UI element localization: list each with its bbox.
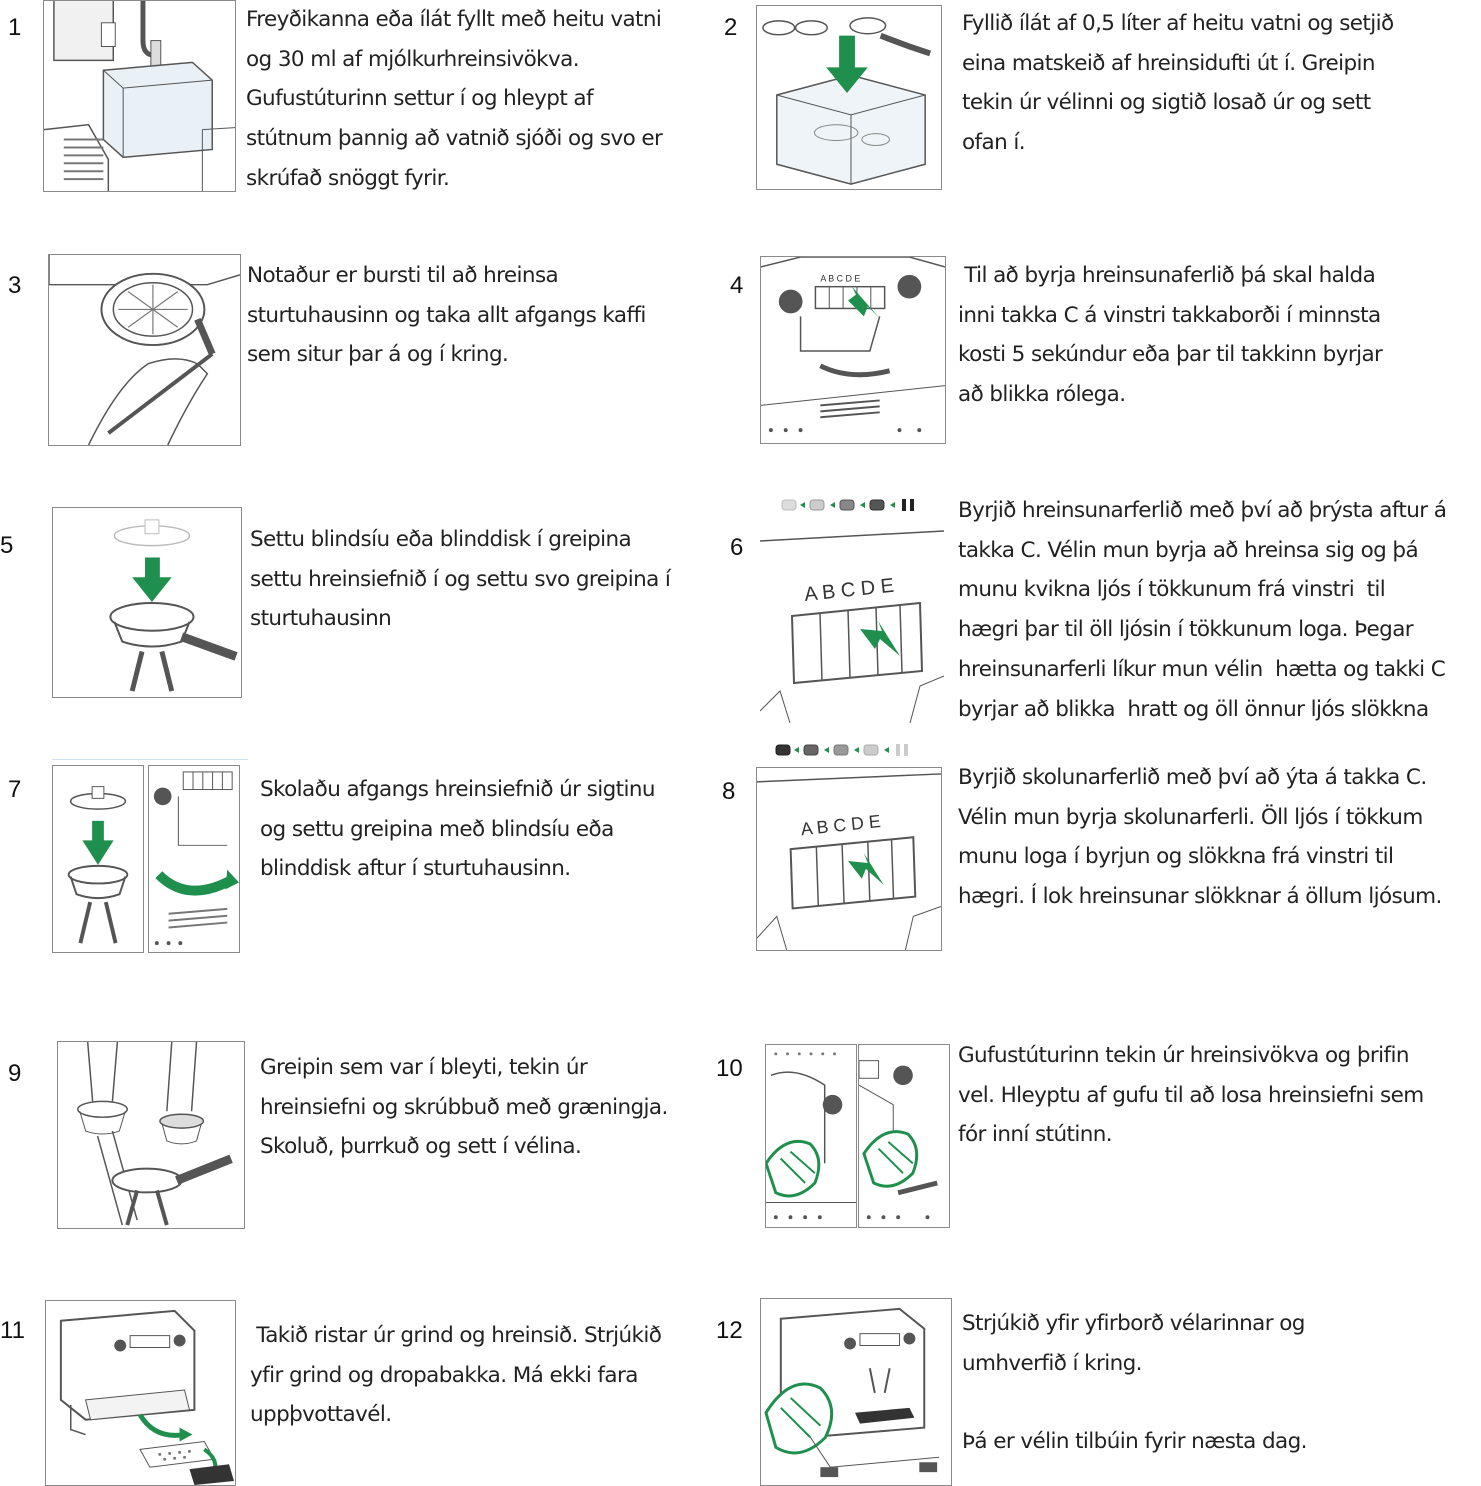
text-line: Skolaðu afgangs hreinsiefnið úr sigtinu	[260, 777, 655, 802]
text-line: að blikka rólega.	[958, 382, 1126, 408]
text-line: og settu greipina með blindsíu eða	[260, 816, 614, 842]
text-line: fór inní stútinn.	[958, 1122, 1112, 1148]
step-6-text	[958, 491, 1478, 729]
step-5-text	[250, 520, 690, 639]
step-number: 3	[8, 272, 22, 299]
step-7-text	[260, 770, 700, 889]
blind-filter-insert-icon	[53, 508, 241, 697]
step-6-light-indicators	[780, 495, 925, 515]
step-10-illustration-right	[858, 1044, 950, 1228]
portafilter-twist-icon	[149, 766, 239, 952]
step-11-illustration	[45, 1300, 236, 1486]
text-line: munu loga í byrjun og slökkna frá vinstri til	[958, 844, 1394, 870]
text-line: Gufustúturinn tekin úr hreinsivökva og þrifin	[958, 1043, 1409, 1068]
text-line: sturtuhausinn	[250, 606, 392, 632]
step-2-text	[962, 4, 1462, 163]
text-line: Vélin mun byrja skolunarferli. Öll ljós í tökkum	[958, 804, 1423, 830]
step-number: 10	[716, 1055, 743, 1082]
step-number: 11	[0, 1317, 25, 1344]
text-line: kosti 5 sekúndur eða þar til takkinn byrjar	[958, 342, 1383, 368]
step-5-illustration	[52, 507, 242, 698]
button-letters: A B C D E	[820, 273, 861, 284]
text-line: Takið ristar úr grind og hreinsið. Strjúkið	[250, 1323, 662, 1348]
text-line: vel. Hleyptu af gufu til að losa hreinsiefni sem	[958, 1082, 1424, 1108]
text-line: Byrjið skolunarferlið með því að ýta á takka C.	[958, 765, 1427, 790]
wipe-machine-icon	[761, 1299, 951, 1485]
step-number: 6	[730, 534, 744, 561]
text-line: umhverfið í kring.	[962, 1350, 1142, 1376]
milk-jug-steam-wand-icon	[44, 1, 235, 191]
text-line: byrjar að blikka hratt og öll önnur ljós slökkna	[958, 696, 1429, 722]
press-button-c-icon	[761, 257, 945, 443]
curved-arrow-icon	[140, 1415, 185, 1436]
step-9-illustration	[57, 1041, 245, 1229]
step-7-divider	[52, 759, 248, 760]
text-line: Til að byrja hreinsunaferlið þá skal halda	[958, 263, 1376, 288]
text-line: munu kvikna ljós í tökkunum frá vinstri til	[958, 577, 1386, 603]
text-line: Fyllið ílát af 0,5 líter af heitu vatni og setjið	[962, 11, 1394, 36]
text-line: Settu blindsíu eða blinddisk í greipina	[250, 527, 632, 552]
step-3-illustration	[48, 254, 241, 446]
step-7-illustration-left	[52, 765, 144, 953]
text-line: sturtuhausinn og taka allt afgangs kaffi	[247, 302, 646, 328]
text-line: Skoluð, þurrkuð og sett í vélina.	[260, 1134, 582, 1160]
closing-line: Þá er vélin tilbúin fyrir næsta dag.	[962, 1429, 1307, 1455]
button-panel-icon	[760, 521, 944, 723]
step-12-text	[962, 1304, 1462, 1462]
text-line: Notaður er bursti til að hreinsa	[247, 263, 559, 288]
button-letters: A B C D E	[799, 810, 882, 840]
step-1-text	[246, 0, 686, 199]
text-line: yfir grind og dropabakka. Má ekki fara	[250, 1362, 638, 1388]
button-letters: A B C D E	[803, 574, 896, 606]
rotate-arrow-icon	[159, 875, 232, 891]
soaking-container-icon	[757, 6, 941, 189]
cloth-icon	[766, 1384, 832, 1453]
text-line: settu hreinsiefnið í og settu svo greipina í	[250, 566, 671, 592]
text-line: Gufustúturinn settur í og hleypt af	[246, 86, 593, 112]
step-2-illustration	[756, 5, 942, 190]
step-number: 1	[8, 14, 22, 41]
text-line: ofan í.	[962, 130, 1025, 156]
text-line: Greipin sem var í bleyti, tekin úr	[260, 1055, 588, 1080]
step-10-illustration-left	[765, 1044, 857, 1228]
brush-group-head-icon	[49, 255, 240, 445]
text-line: takka C. Vélin mun byrja að hreinsa sig og þá	[958, 537, 1419, 563]
text-line: blinddisk aftur í sturtuhausinn.	[260, 856, 571, 882]
blind-filter-insert-icon	[53, 766, 143, 952]
step-11-text	[250, 1316, 690, 1435]
scrub-portafilter-icon	[58, 1042, 244, 1228]
step-number: 4	[730, 272, 744, 299]
step-7-illustration-right	[148, 765, 240, 953]
remove-drip-tray-icon	[46, 1301, 235, 1485]
step-number: 9	[8, 1060, 22, 1087]
text-line: hreinsunarferli líkur mun vélin hætta og takki C	[958, 656, 1446, 682]
step-10-text	[958, 1036, 1478, 1155]
step-8-illustration	[756, 767, 942, 951]
step-8-light-indicators	[774, 740, 919, 760]
text-line: Freyðikanna eða ílát fyllt með heitu vatni	[246, 7, 662, 32]
down-arrow-icon	[132, 557, 172, 602]
text-line: og 30 ml af mjólkurhreinsivökva.	[246, 46, 579, 72]
wipe-steam-wand-icon	[859, 1045, 949, 1227]
step-6-illustration	[760, 521, 944, 723]
step-1-illustration	[43, 0, 236, 192]
cup-lights-sequence-icon	[780, 495, 925, 515]
text-line: hreinsiefni og skrúbbuð með græningja.	[260, 1094, 668, 1120]
text-line: uppþvottavél.	[250, 1402, 392, 1428]
text-line: hægri þar til öll ljósin í tökkunum loga. Þegar	[958, 617, 1414, 643]
text-line: inni takka C á vinstri takkaborði í minnsta	[958, 302, 1381, 328]
step-8-text	[958, 758, 1478, 917]
step-number: 2	[724, 14, 738, 41]
step-3-text	[247, 256, 687, 375]
step-12-illustration	[760, 1298, 952, 1486]
text-line: sem situr þar á og í kring.	[247, 342, 509, 368]
down-arrow-icon	[82, 821, 113, 865]
button-panel-icon	[757, 768, 941, 950]
step-number: 12	[716, 1317, 743, 1344]
step-4-illustration	[760, 256, 946, 444]
text-line: Byrjið hreinsunarferlið með því að þrýsta aftur á	[958, 498, 1447, 523]
text-line: stútnum þannig að vatnið sjóði og svo er	[246, 126, 663, 152]
step-number: 8	[722, 778, 736, 805]
cup-lights-sequence-icon	[774, 740, 919, 760]
text-line: hægri. Í lok hreinsunar slökknar á öllum ljósum.	[958, 884, 1442, 910]
text-line: skrúfað snöggt fyrir.	[246, 165, 450, 191]
text-line: eina matskeið af hreinsidufti út í. Greipin	[962, 50, 1375, 76]
step-number: 7	[8, 776, 22, 803]
step-4-text	[958, 256, 1458, 415]
text-line: Strjúkið yfir yfirborð vélarinnar og	[962, 1311, 1305, 1336]
text-line: tekin úr vélinni og sigtið losað úr og sett	[962, 90, 1371, 116]
wipe-steam-wand-icon	[766, 1045, 856, 1227]
step-number: 5	[0, 532, 14, 559]
step-9-text	[260, 1048, 700, 1167]
